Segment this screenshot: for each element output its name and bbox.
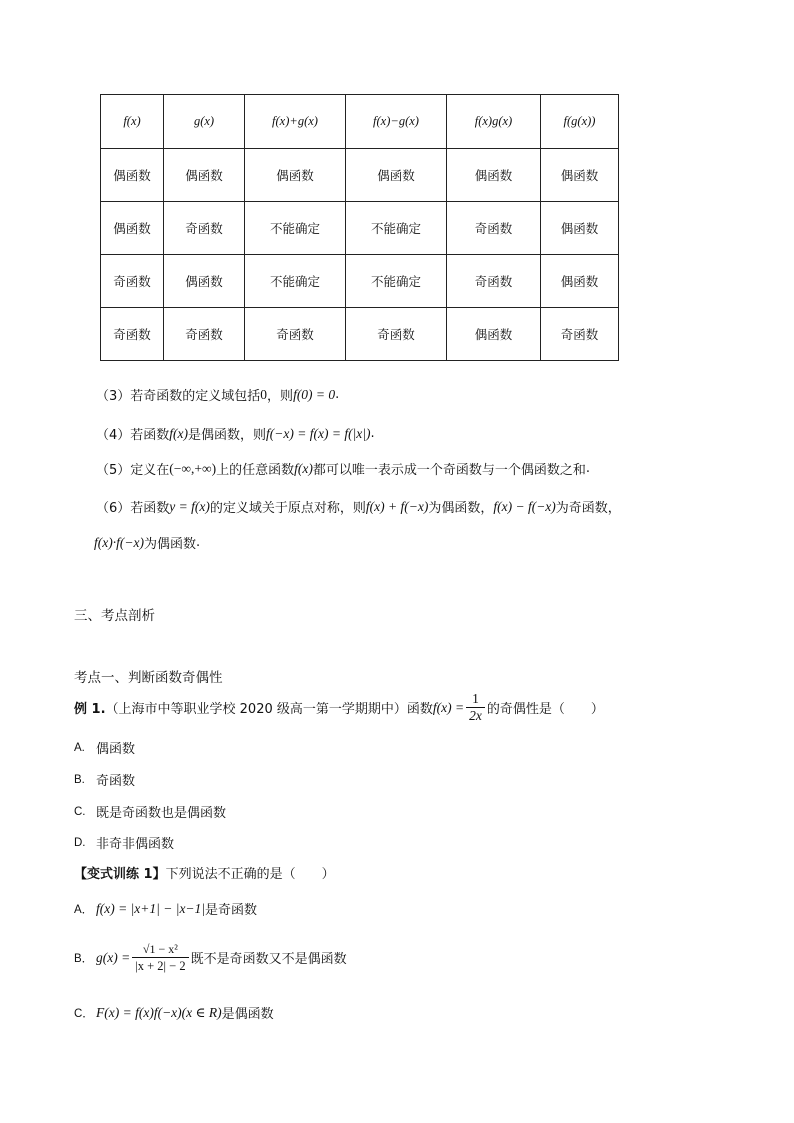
math: f(x) = |x+1| − |x−1| — [96, 900, 206, 916]
math: f(x)·f(−x) — [94, 534, 144, 550]
table-cell: 不能确定 — [245, 255, 346, 308]
table-cell: 偶函数 — [164, 255, 245, 308]
option-text: 既不是奇函数又不是偶函数 — [190, 952, 347, 967]
numerator: √1 − x² — [142, 942, 178, 956]
item-number: （6） — [96, 501, 131, 516]
property-6-cont — [94, 533, 200, 552]
table-row — [101, 308, 619, 361]
table-header-row — [101, 95, 619, 149]
option-label: C． — [74, 1007, 94, 1020]
variant-option-c — [74, 1003, 274, 1022]
property-4 — [96, 424, 375, 443]
denominator: |x + 2| − 2 — [132, 957, 188, 974]
fraction — [132, 941, 188, 974]
table-cell: 偶函数 — [541, 149, 619, 202]
math: y = f(x) — [169, 498, 210, 514]
table-row — [101, 149, 619, 202]
kaodian-title: 考点一、判断函数奇偶性 — [74, 670, 223, 686]
table-cell: 奇函数 — [101, 308, 164, 361]
property-3 — [96, 385, 339, 404]
text: ，则 — [267, 389, 294, 404]
table-cell: 奇函数 — [447, 255, 541, 308]
variant-label: 【变式训练 1】 — [74, 867, 166, 882]
table-cell: 偶函数 — [346, 149, 447, 202]
option-c — [74, 802, 226, 821]
parity-table — [100, 94, 619, 361]
table-cell: 奇函数 — [164, 308, 245, 361]
table-cell: 偶函数 — [101, 149, 164, 202]
denominator: 2x — [466, 707, 485, 724]
math: f(x) — [294, 460, 313, 476]
text: 若函数 — [130, 501, 170, 516]
property-6 — [96, 497, 621, 516]
table-header-cell: f(x)g(x) — [447, 95, 541, 149]
variant-option-b — [74, 941, 347, 974]
table-cell: 偶函数 — [447, 308, 541, 361]
option-label: A. — [74, 741, 85, 754]
variant-option-a — [74, 899, 257, 918]
table-cell: 偶函数 — [101, 202, 164, 255]
period: . — [370, 426, 375, 441]
option-label: C. — [74, 805, 86, 818]
text: 为偶函数 — [143, 537, 196, 552]
period: . — [195, 535, 201, 550]
table-cell: 奇函数 — [164, 202, 245, 255]
math: f(0) = 0 — [293, 386, 336, 402]
table-cell: 不能确定 — [346, 255, 447, 308]
option-b — [74, 770, 135, 789]
example-tail: 的奇偶性是（ ） — [486, 702, 604, 717]
table-header-cell: f(x)−g(x) — [346, 95, 447, 149]
math: f(x) = — [432, 699, 465, 715]
math: 0 — [260, 386, 268, 402]
text: 的定义域关于原点对称，则 — [209, 501, 366, 516]
text: 若奇函数的定义域包括 — [130, 389, 261, 404]
table-cell: 奇函数 — [346, 308, 447, 361]
table-cell: 不能确定 — [346, 202, 447, 255]
text: 为偶函数， — [428, 501, 494, 516]
text: 都可以唯一表示成一个奇函数与一个偶函数之和 — [312, 463, 586, 478]
table-row — [101, 255, 619, 308]
table-cell: 奇函数 — [245, 308, 346, 361]
option-label: A． — [74, 903, 94, 916]
option-text: 是偶函数 — [221, 1007, 274, 1022]
numerator: 1 — [472, 691, 479, 706]
option-text: 奇函数 — [96, 774, 136, 789]
option-text: 非奇非偶函数 — [96, 837, 175, 852]
table-header-cell: f(g(x)) — [541, 95, 619, 149]
option-text: 是奇函数 — [205, 903, 258, 918]
example-label: 例 1. — [74, 702, 106, 717]
table-cell: 奇函数 — [101, 255, 164, 308]
table-cell: 偶函数 — [245, 149, 346, 202]
option-d — [74, 833, 174, 852]
math: (−∞,+∞) — [169, 460, 217, 476]
example-source: （上海市中等职业学校 2020 级高一第一学期期中）函数 — [105, 702, 433, 717]
fraction — [466, 691, 485, 724]
text: 是偶函数，则 — [188, 428, 267, 443]
period: . — [335, 387, 340, 402]
table-cell: 不能确定 — [245, 202, 346, 255]
table-cell: 偶函数 — [164, 149, 245, 202]
option-label: B. — [74, 773, 85, 786]
period: . — [585, 461, 591, 476]
text: 定义在 — [130, 463, 170, 478]
property-5 — [96, 459, 590, 478]
table-cell: 奇函数 — [447, 202, 541, 255]
math: f(x) — [169, 425, 189, 441]
math: f(x) + f(−x) — [365, 498, 429, 514]
variant-text: 下列说法不正确的是（ ） — [165, 867, 335, 882]
text: 上的任意函数 — [216, 463, 295, 478]
option-label: D. — [74, 836, 86, 849]
option-label: B． — [74, 952, 94, 965]
table-cell: 偶函数 — [447, 149, 541, 202]
table-header-cell: f(x)+g(x) — [245, 95, 346, 149]
option-text: 偶函数 — [96, 742, 136, 757]
item-number: （4） — [96, 428, 131, 443]
table-row — [101, 202, 619, 255]
section-title: 三、考点剖析 — [74, 608, 155, 624]
text: 为奇函数， — [555, 501, 621, 516]
option-a — [74, 738, 135, 757]
item-number: （3） — [96, 389, 131, 404]
option-text: 既是奇函数也是偶函数 — [96, 806, 227, 821]
text: 若函数 — [130, 428, 170, 443]
math: F(x) = f(x)f(−x)(x ∈ R) — [96, 1004, 222, 1020]
example-1 — [74, 691, 604, 724]
table-cell: 奇函数 — [541, 308, 619, 361]
math: g(x) = — [96, 949, 131, 965]
item-number: （5） — [96, 463, 131, 478]
math: f(x) − f(−x) — [493, 498, 556, 514]
variant-1 — [74, 863, 335, 882]
table-cell: 偶函数 — [541, 202, 619, 255]
math: f(−x) = f(x) = f(|x|) — [266, 425, 371, 441]
table-header-cell: f(x) — [101, 95, 164, 149]
table-cell: 偶函数 — [541, 255, 619, 308]
table-header-cell: g(x) — [164, 95, 245, 149]
